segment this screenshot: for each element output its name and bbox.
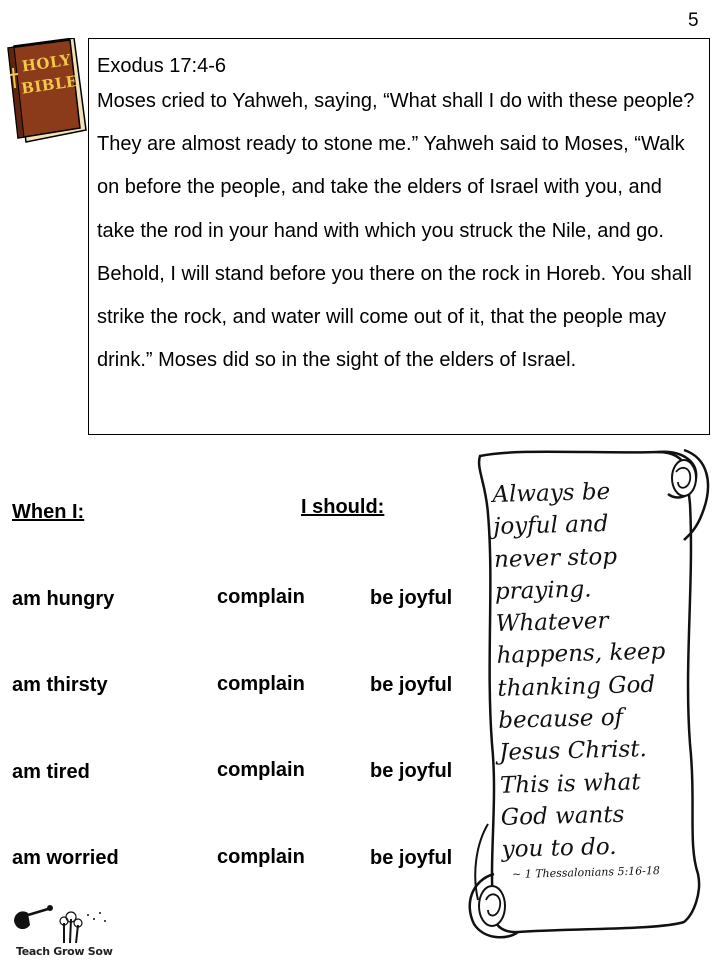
option-be-joyful[interactable]: be joyful — [370, 847, 453, 869]
scroll-line: Always be — [492, 478, 611, 508]
scroll-line: you to do. — [501, 834, 617, 864]
option-complain[interactable]: complain — [217, 586, 305, 608]
when-heading: When I: — [12, 501, 85, 523]
scroll-line: Whatever — [495, 608, 609, 638]
when-item-thirsty: am thirsty — [12, 674, 108, 696]
scroll-line: happens, keep — [496, 639, 666, 670]
scroll-line: thanking God — [497, 671, 656, 702]
scroll-line: Jesus Christ. — [498, 736, 648, 767]
bible-label — [14, 48, 82, 100]
scroll-line: praying. — [494, 576, 592, 605]
logo-text: Teach Grow Sow — [16, 945, 113, 958]
option-complain[interactable]: complain — [217, 759, 305, 781]
page-number: 5 — [688, 10, 699, 31]
when-item-hungry: am hungry — [12, 588, 115, 610]
should-heading: I should: — [301, 496, 385, 518]
scripture-box — [88, 38, 710, 435]
scroll-line: because of — [497, 704, 624, 734]
scripture-reference: Exodus 17:4-6 — [97, 55, 226, 77]
option-be-joyful[interactable]: be joyful — [370, 587, 453, 609]
when-item-worried: am worried — [12, 847, 119, 869]
option-complain[interactable]: complain — [217, 846, 305, 868]
bible-label-line1: HOLY — [20, 50, 73, 76]
option-be-joyful[interactable]: be joyful — [370, 674, 453, 696]
scroll-line: This is what — [499, 768, 641, 799]
bible-label-line2: BIBLE — [20, 72, 79, 98]
scripture-text: Moses cried to Yahweh, saying, “What shall I do with these people? They are almost ready to stone me.” Yahweh said to Moses, “Walk on before the people, and take the elders of Israel with you, and take the rod in your hand with which you struck the Nile, and go. Behold, I will stand before you there on the rock in Horeb. You shall strike the rock, and water will come out of it, that the people may drink.” Moses did so in the sight of the elders of Israel. — [97, 90, 695, 372]
scroll-verse — [492, 474, 712, 867]
scroll-citation: ~ 1 Thessalonians 5:16-18 — [511, 864, 661, 881]
when-item-tired: am tired — [12, 761, 90, 783]
option-be-joyful[interactable]: be joyful — [370, 760, 453, 782]
scroll-line: joyful and — [492, 511, 609, 541]
scroll-line: never stop — [493, 543, 618, 573]
option-complain[interactable]: complain — [217, 673, 305, 695]
scroll-line: God wants — [500, 801, 625, 831]
